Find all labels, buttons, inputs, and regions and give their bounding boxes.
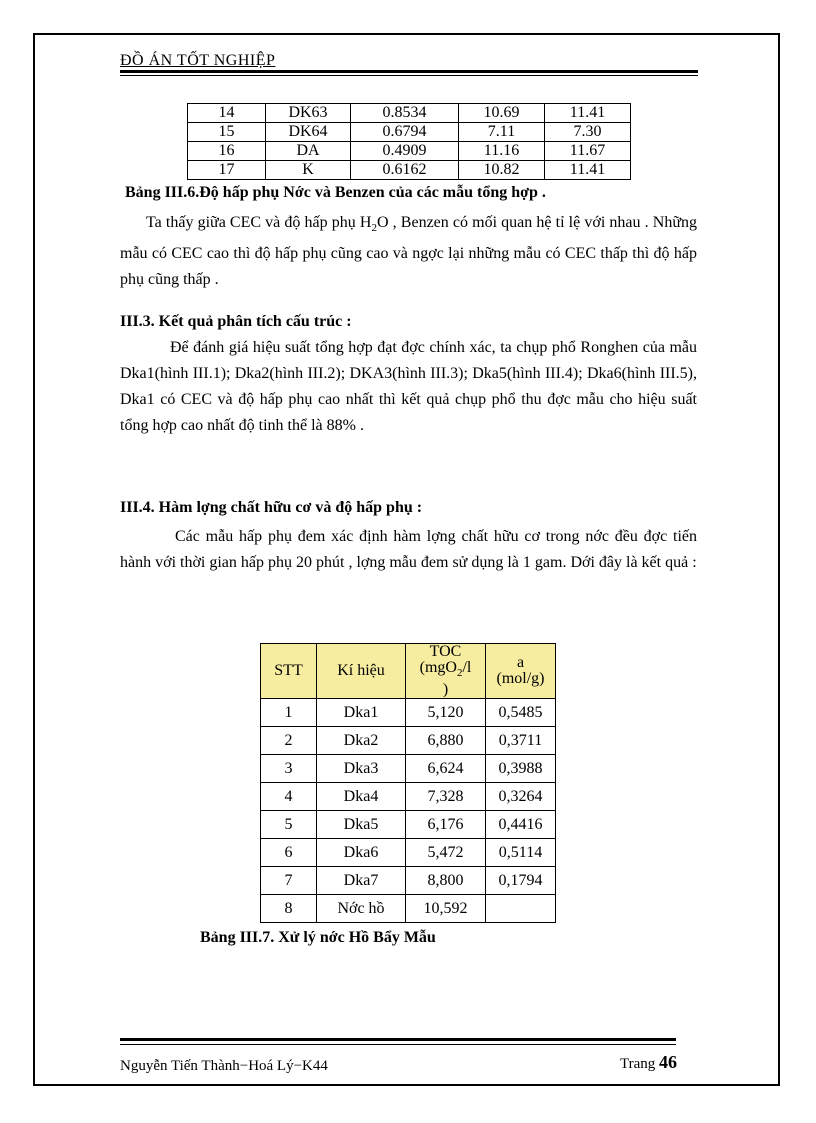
table-cell: 8 <box>261 895 317 923</box>
table-cell: 5,472 <box>406 839 486 867</box>
table-cell: Dka3 <box>317 755 406 783</box>
header-toc-line3: ) <box>442 680 449 698</box>
toc-table <box>260 643 556 923</box>
header-toc <box>406 644 486 699</box>
section-heading-iii3: III.3. Kết quả phân tích cấu trúc : <box>120 313 352 330</box>
adsorption-table <box>187 103 631 180</box>
table-cell: 8,800 <box>406 867 486 895</box>
table-cell: 11.16 <box>459 142 545 161</box>
table-row <box>188 142 631 161</box>
table-row <box>261 839 556 867</box>
footer-rule <box>120 1038 676 1041</box>
table-cell: 10,592 <box>406 895 486 923</box>
table-cell: 0,4416 <box>486 811 556 839</box>
table-cell: 11.67 <box>545 142 631 161</box>
table-cell: 0.6162 <box>351 161 459 180</box>
page-number: 46 <box>659 1052 678 1072</box>
footer-rule-thin <box>120 1044 676 1045</box>
table-cell: 7 <box>261 867 317 895</box>
table-cell: 5,120 <box>406 699 486 727</box>
table-row <box>261 699 556 727</box>
header-a <box>486 644 556 699</box>
table-cell: 0,5485 <box>486 699 556 727</box>
table-cell: 5 <box>261 811 317 839</box>
table-cell: 7.11 <box>459 123 545 142</box>
table-header-row <box>261 644 556 699</box>
header-a-line2: (mol/g) <box>496 670 545 687</box>
header-toc-line2b: /l <box>462 659 472 677</box>
table-cell: 7.30 <box>545 123 631 142</box>
table-row <box>261 755 556 783</box>
table-row <box>261 895 556 923</box>
header-toc-line1: TOC <box>429 643 462 661</box>
header-a-line1: a <box>516 654 525 671</box>
table-cell: 0,3711 <box>486 727 556 755</box>
header-kihieu: Kí hiệu <box>317 644 406 699</box>
table-row <box>261 811 556 839</box>
table-cell: Dka7 <box>317 867 406 895</box>
table-cell: K <box>266 161 351 180</box>
table-caption-iii6: Bảng III.6.Độ hấp phụ Nớc và Benzen của các mẫu tổng hợp . <box>125 184 546 201</box>
table-cell: Dka4 <box>317 783 406 811</box>
table-cell: Nớc hồ <box>317 895 406 923</box>
table-cell: 6,176 <box>406 811 486 839</box>
table-cell: 4 <box>261 783 317 811</box>
table-cell: 6,880 <box>406 727 486 755</box>
subscript: 2 <box>456 667 463 680</box>
table-cell: 0,5114 <box>486 839 556 867</box>
table-cell: DA <box>266 142 351 161</box>
table-cell: 6 <box>261 839 317 867</box>
table-cell: 14 <box>188 104 266 123</box>
table-row <box>261 783 556 811</box>
table-cell: Dka2 <box>317 727 406 755</box>
table-row <box>261 727 556 755</box>
header-title: ĐỒ ÁN TỐT NGHIỆP <box>120 52 276 69</box>
header-stt: STT <box>261 644 317 699</box>
table-cell: 6,624 <box>406 755 486 783</box>
table-cell: 10.69 <box>459 104 545 123</box>
table-caption-iii7: Bảng III.7. Xử lý nớc Hồ Bẩy Mẫu <box>200 929 436 946</box>
header-rule <box>120 70 698 73</box>
table-cell: 0.4909 <box>351 142 459 161</box>
table-cell: 2 <box>261 727 317 755</box>
table-cell: Dka1 <box>317 699 406 727</box>
header-rule-thin <box>120 75 698 76</box>
table-cell: 0,1794 <box>486 867 556 895</box>
table-cell: 16 <box>188 142 266 161</box>
paragraph-text: O , Benzen có mối quan hệ tỉ lệ với nhau . Những mẫu có CEC cao thì độ hấp phụ cũng cao và ngợc lại những mẫu có CEC thấp thì độ hấp phụ cũng thấp . <box>120 214 697 289</box>
table-cell: 11.41 <box>545 161 631 180</box>
footer-author: Nguyễn Tiến Thành−Hoá Lý−K44 <box>120 1058 328 1074</box>
table-cell: 3 <box>261 755 317 783</box>
paragraph-text: Ta thấy giữa CEC và độ hấp phụ H <box>146 214 372 231</box>
table-cell: 0.6794 <box>351 123 459 142</box>
table-cell: 1 <box>261 699 317 727</box>
table-cell: 0.8534 <box>351 104 459 123</box>
table-cell: Dka6 <box>317 839 406 867</box>
table-cell: 7,328 <box>406 783 486 811</box>
footer-page <box>620 1052 677 1073</box>
table-row <box>188 161 631 180</box>
section-heading-iii4: III.4. Hàm lợng chất hữu cơ và độ hấp phụ : <box>120 499 423 516</box>
table-cell: 0,3988 <box>486 755 556 783</box>
table-cell: 17 <box>188 161 266 180</box>
table-cell: DK63 <box>266 104 351 123</box>
table-row <box>188 123 631 142</box>
table-cell: 11.41 <box>545 104 631 123</box>
header-toc-line2a: (mgO <box>419 659 457 677</box>
table-row <box>188 104 631 123</box>
table-cell: 0,3264 <box>486 783 556 811</box>
table-cell: DK64 <box>266 123 351 142</box>
subscript: 2 <box>371 222 377 235</box>
paragraph-structure: Để đánh giá hiệu suất tổng hợp đạt đợc chính xác, ta chụp phổ Ronghen của mẫu Dka1(hình III.1); Dka2(hình III.2); DKA3(hình III.3); Dka5(hình III.4); Dka6(hình III.5), Dka1 có CEC và độ hấp phụ cao nhất thì kết quả chụp phổ thu đợc mẫu cho hiệu suất tổng hợp cao nhất độ tinh thể là 88% . <box>120 339 697 434</box>
paragraph-organic: Các mẫu hấp phụ đem xác định hàm lợng chất hữu cơ trong nớc đều đợc tiến hành với thời gian hấp phụ 20 phút , lợng mẫu đem sử dụng là 1 gam. Dới đây là kết quả : <box>120 528 697 571</box>
table-cell: 10.82 <box>459 161 545 180</box>
table-cell <box>486 895 556 923</box>
table-cell: 15 <box>188 123 266 142</box>
table-cell: Dka5 <box>317 811 406 839</box>
paragraph-intro <box>120 210 697 293</box>
page-label: Trang <box>620 1056 656 1072</box>
table-row <box>261 867 556 895</box>
